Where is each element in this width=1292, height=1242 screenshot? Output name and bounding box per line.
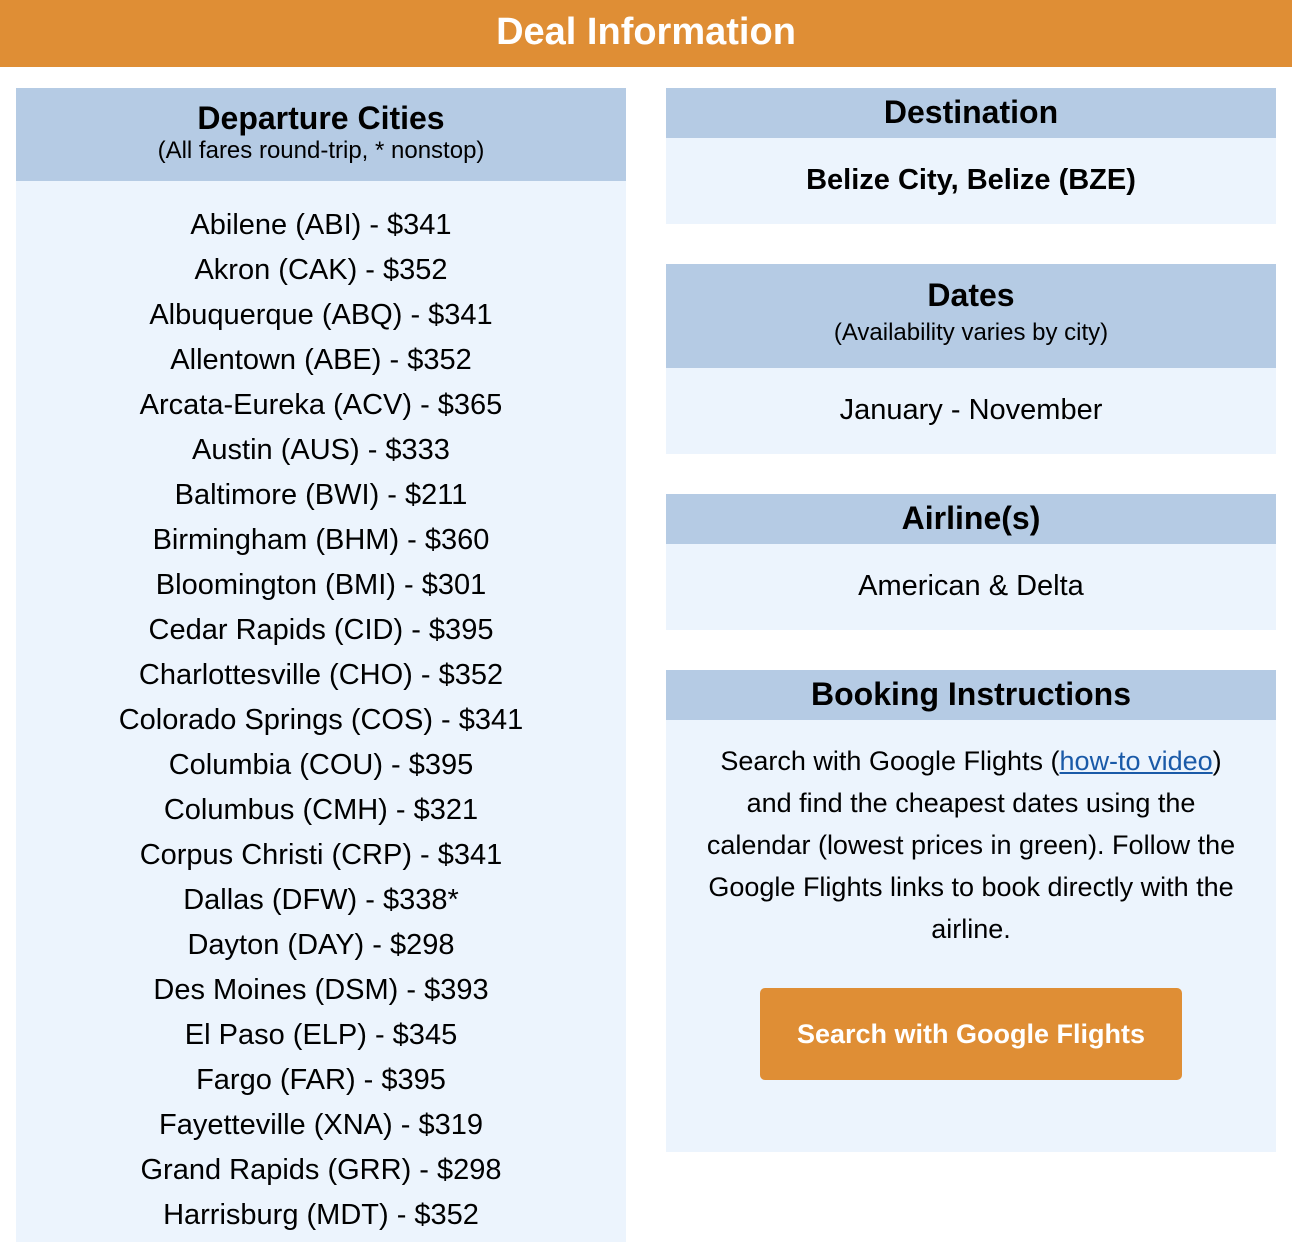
departure-cities-subtitle: (All fares round-trip, * nonstop) xyxy=(157,137,485,164)
how-to-video-link[interactable]: how-to video xyxy=(1059,746,1213,776)
departure-city-item: Austin (AUS) - $333 xyxy=(192,434,450,466)
dates-title: Dates xyxy=(927,277,1015,313)
departure-city-item: Harrisburg (MDT) - $352 xyxy=(163,1199,479,1231)
dates-subtitle: (Availability varies by city) xyxy=(833,319,1109,346)
airlines-value: American & Delta xyxy=(666,544,1276,630)
departure-city-list xyxy=(16,181,626,1242)
departure-cities-title: Departure Cities xyxy=(197,100,445,136)
destination-value: Belize City, Belize (BZE) xyxy=(666,138,1276,224)
booking-text-start: Search with Google Flights ( xyxy=(720,746,1060,776)
departure-city-item: Charlottesville (CHO) - $352 xyxy=(138,659,504,691)
airlines-card xyxy=(666,494,1276,630)
destination-card xyxy=(666,88,1276,224)
departure-city-item: El Paso (ELP) - $345 xyxy=(184,1019,458,1051)
departure-cities-header xyxy=(16,88,626,181)
dates-card xyxy=(666,264,1276,454)
booking-text-end: ) and find the cheapest dates using the calendar (lowest prices in green). Follow the Google Flights links to book directly with the airline. xyxy=(706,746,1236,944)
departure-city-item: Des Moines (DSM) - $393 xyxy=(153,974,489,1006)
departure-city-item: Bloomington (BMI) - $301 xyxy=(155,569,487,601)
departure-cities-panel xyxy=(16,88,626,1242)
booking-instructions-header xyxy=(666,670,1276,720)
booking-instructions-body xyxy=(666,720,1276,1152)
deal-information-banner xyxy=(0,0,1292,67)
booking-instructions-text xyxy=(701,740,1241,950)
destination-title: Destination xyxy=(883,94,1059,130)
departure-city-item: Akron (CAK) - $352 xyxy=(194,254,448,286)
dates-value: January - November xyxy=(666,368,1276,454)
departure-city-item: Columbus (CMH) - $321 xyxy=(163,794,479,826)
departure-city-item: Cedar Rapids (CID) - $395 xyxy=(148,614,494,646)
departure-city-item: Fargo (FAR) - $395 xyxy=(196,1064,446,1096)
departure-city-item: Abilene (ABI) - $341 xyxy=(190,209,452,241)
search-google-flights-button[interactable]: Search with Google Flights xyxy=(760,988,1182,1080)
booking-instructions-card xyxy=(666,670,1276,1152)
departure-city-item: Birmingham (BHM) - $360 xyxy=(152,524,490,556)
airlines-title: Airline(s) xyxy=(901,500,1041,536)
departure-city-item: Albuquerque (ABQ) - $341 xyxy=(149,299,493,331)
departure-city-item: Dayton (DAY) - $298 xyxy=(187,929,455,961)
airlines-header xyxy=(666,494,1276,544)
dates-header xyxy=(666,264,1276,368)
departure-city-item: Allentown (ABE) - $352 xyxy=(170,344,472,376)
departure-city-item: Fayetteville (XNA) - $319 xyxy=(159,1109,483,1141)
banner-title: Deal Information xyxy=(496,11,796,53)
departure-city-item: Baltimore (BWI) - $211 xyxy=(174,479,468,511)
destination-header xyxy=(666,88,1276,138)
booking-instructions-title: Booking Instructions xyxy=(811,676,1131,712)
departure-city-item: Dallas (DFW) - $338* xyxy=(183,884,459,916)
departure-city-item: Columbia (COU) - $395 xyxy=(168,749,474,781)
departure-city-item: Arcata-Eureka (ACV) - $365 xyxy=(139,389,503,421)
departure-city-item: Colorado Springs (COS) - $341 xyxy=(118,704,524,736)
departure-city-item: Grand Rapids (GRR) - $298 xyxy=(140,1154,502,1186)
departure-city-item: Corpus Christi (CRP) - $341 xyxy=(139,839,503,871)
